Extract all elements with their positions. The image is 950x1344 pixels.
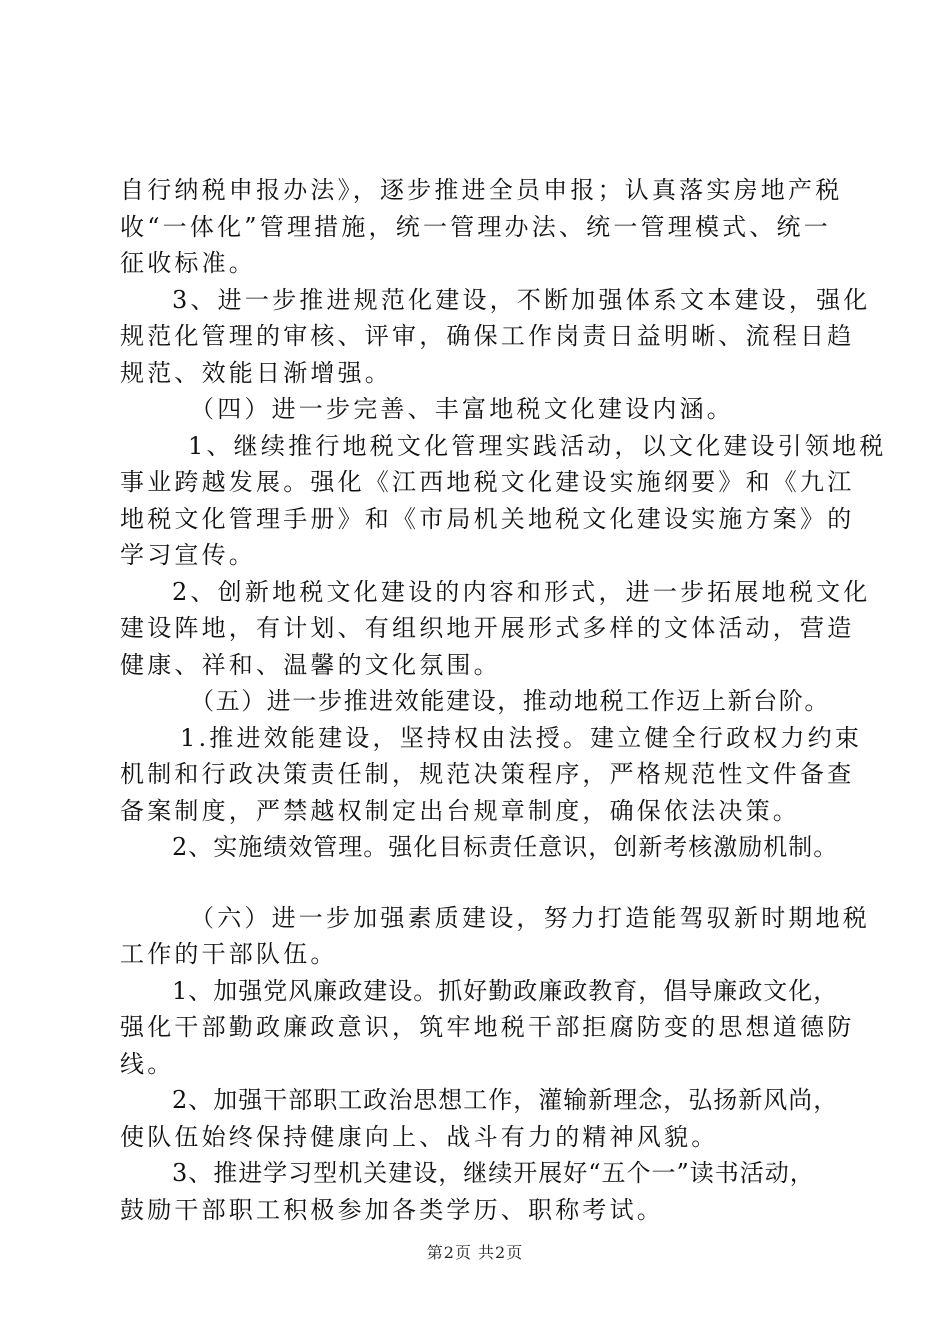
paragraph-spacer xyxy=(120,866,840,900)
text-line: 规范、效能日渐增强。 xyxy=(120,358,392,387)
text-line: 地税文化管理手册》和《市局机关地税文化建设实施方案》的 xyxy=(120,504,855,533)
text-line: 3、进一步推进规范化建设，不断加强体系文本建设，强化 xyxy=(172,285,871,314)
page-number-footer: 第2页 共2页 xyxy=(426,1243,524,1262)
text-line: 鼓励干部职工积极参加各类学历、职称考试。 xyxy=(120,1195,664,1224)
text-line: 1、加强党风廉政建设。抓好勤政廉政教育，倡导廉政文化， xyxy=(172,976,839,1005)
section-heading: （六）进一步加强素质建设，努力打造能驾驭新时期地税 xyxy=(190,903,870,932)
text-line: 强化干部勤政廉政意识，筑牢地税干部拒腐防变的思想道德防 xyxy=(120,1013,855,1041)
text-line: 2、实施绩效管理。强化目标责任意识，创新考核激励机制。 xyxy=(172,833,839,861)
text-line: 机制和行政决策责任制，规范决策程序，严格规范性文件备查 xyxy=(120,760,855,788)
text-line: 工作的干部队伍。 xyxy=(120,940,338,968)
text-line: 线。 xyxy=(120,1049,175,1078)
section-heading: （五）进一步推进效能建设，推动地税工作迈上新台阶。 xyxy=(190,687,830,715)
text-line: 1.推进效能建设，坚持权由法授。建立健全行政权力约束 xyxy=(180,723,863,752)
text-line: 学习宣传。 xyxy=(120,541,256,569)
text-line: 规范化管理的审核、评审，确保工作岗责日益明晰、流程日趋 xyxy=(120,322,855,350)
text-line: 使队伍始终保持健康向上、战斗有力的精神风貌。 xyxy=(120,1122,719,1151)
text-line: 2、加强干部职工政治思想工作，灌输新理念，弘扬新风尚， xyxy=(172,1086,839,1114)
text-line: 征收标准。 xyxy=(120,249,256,277)
text-line: 事业跨越发展。强化《江西地税文化建设实施纲要》和《九江 xyxy=(120,468,855,496)
text-line: 健康、祥和、温馨的文化氛围。 xyxy=(120,650,501,679)
text-line: 1、继续推行地税文化管理实践活动，以文化建设引领地税 xyxy=(188,431,887,460)
text-line: 建设阵地，有计划、有组织地开展形式多样的文体活动，营造 xyxy=(120,614,855,642)
text-line: 3、推进学习型机关建设，继续开展好“五个一”读书活动， xyxy=(172,1159,815,1187)
text-line: 备案制度，严禁越权制定出台规章制度，确保依法决策。 xyxy=(120,796,800,825)
text-line: 2、创新地税文化建设的内容和形式，进一步拓展地税文化 xyxy=(172,577,871,606)
text-line: 收“一体化”管理措施，统一管理办法、统一管理模式、统一 xyxy=(120,212,831,241)
section-heading: （四）进一步完善、丰富地税文化建设内涵。 xyxy=(190,395,734,423)
document-body xyxy=(120,172,887,1228)
text-line: 自行纳税申报办法》，逐步推进全员申报；认真落实房地产税 xyxy=(120,176,843,204)
